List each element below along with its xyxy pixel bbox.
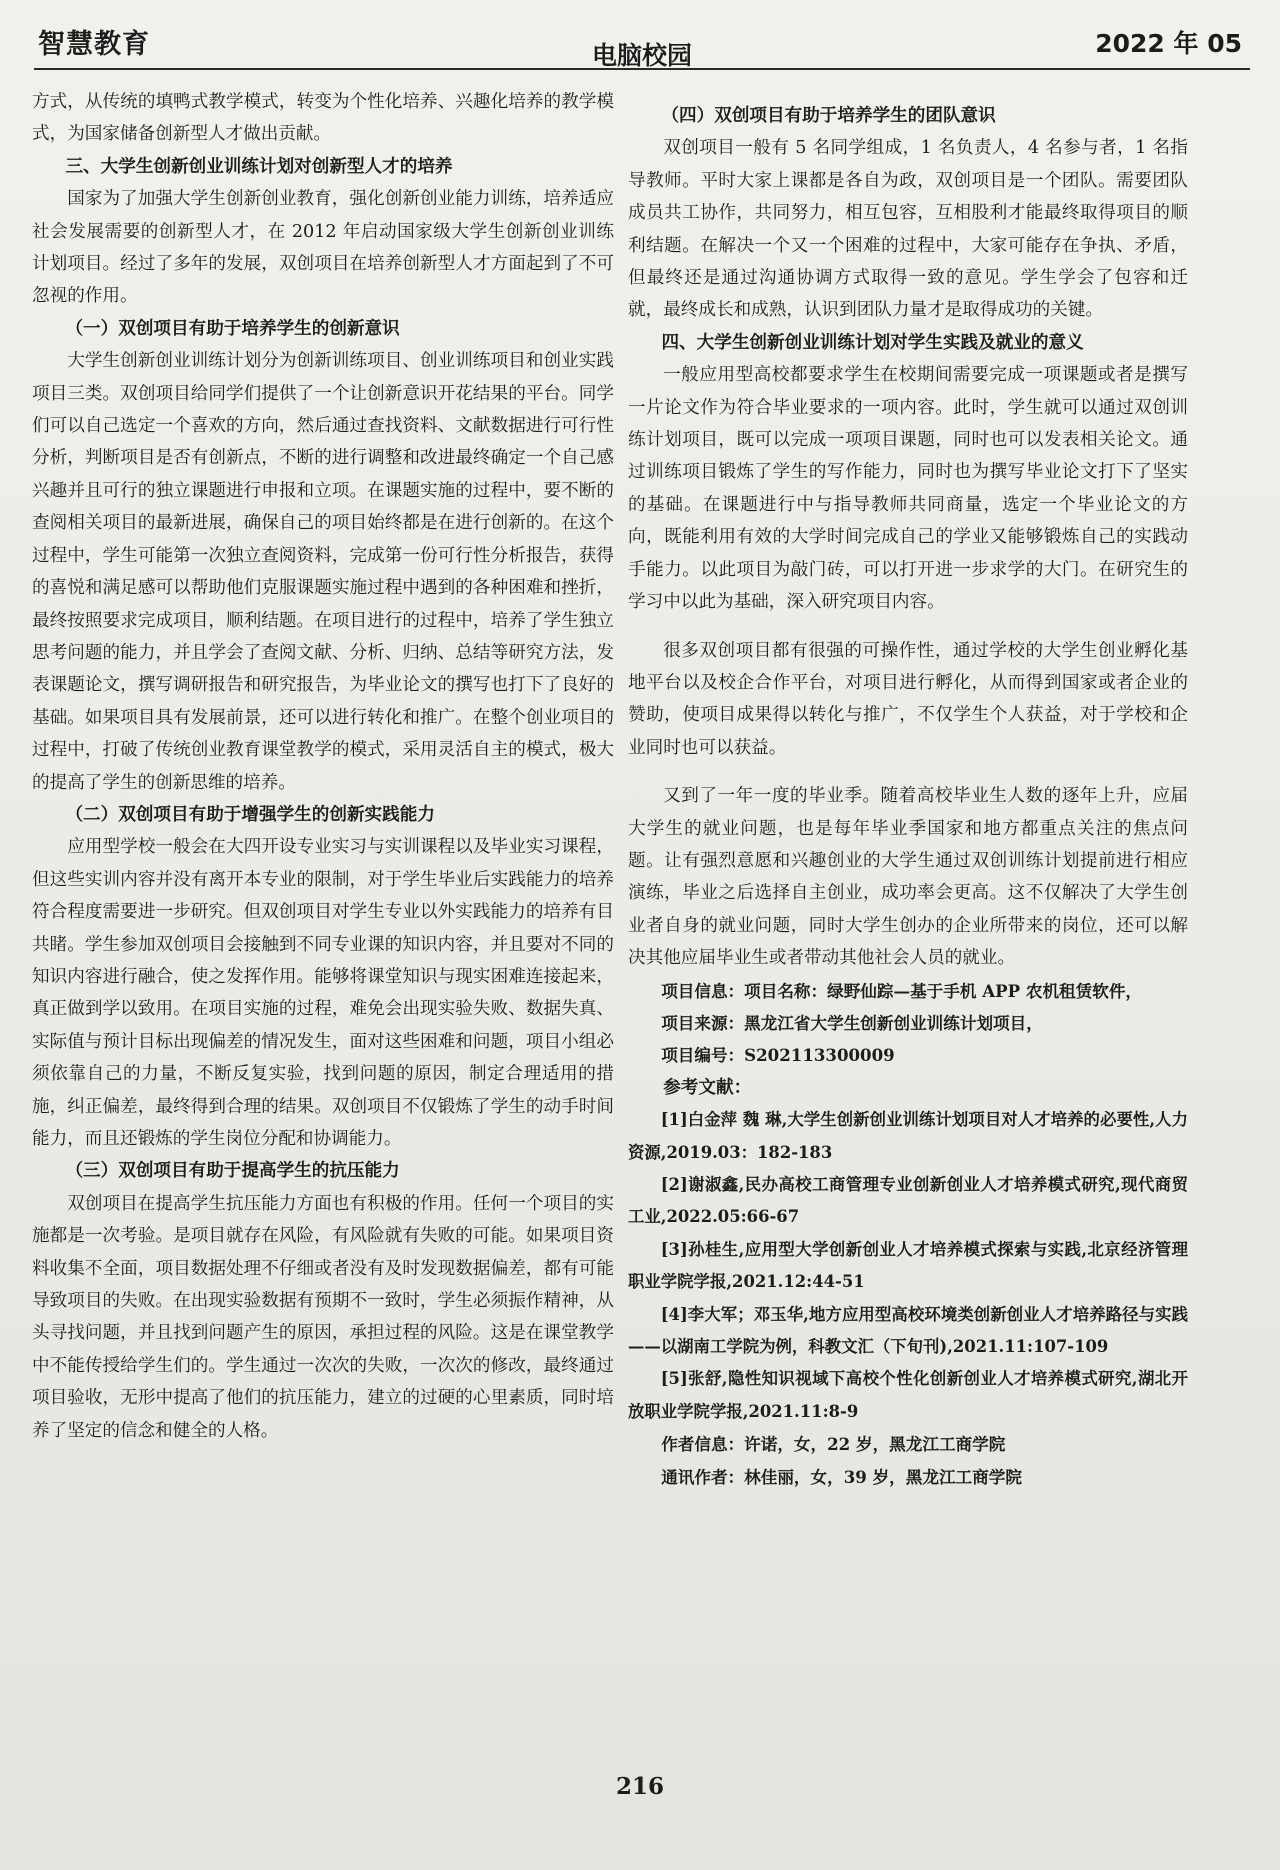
- reference-item: [2]谢淑鑫,民办高校工商管理专业创新创业人才培养模式研究,现代商贸工业,2022.05:66-67: [628, 1175, 1188, 1227]
- author-info: [628, 1428, 1188, 1493]
- right-column: [628, 100, 1188, 1493]
- reference-item: [1]白金萍 魏 琳,大学生创新创业训练计划项目对人才培养的必要性,人力资源,2019.03：182-183: [628, 1110, 1188, 1162]
- author: 作者信息：许诺，女，22 岁，黑龙江工商学院: [661, 1434, 1006, 1455]
- paragraph: 很多双创项目都有很强的可操作性，通过学校的大学生创业孵化基地平台以及校企合作平台，对项目进行孵化，从而得到国家或者企业的赞助，使项目成果得以转化与推广，不仅学生个人获益，对于学校和企业同时也可以获益。: [628, 640, 1188, 758]
- subsection-heading-3: （三）双创项目有助于提高学生的抗压能力: [65, 1160, 400, 1182]
- project-source: 项目来源：黑龙江省大学生创新创业训练计划项目，: [661, 1012, 1043, 1033]
- subsection-heading-2: （二）双创项目有助于增强学生的创新实践能力: [65, 803, 435, 825]
- paragraph-continued: 方式，从传统的填鸭式教学模式，转变为个性化培养、兴趣化培养的教学模式，为国家储备创新型人才做出贡献。: [32, 92, 614, 145]
- reference-item: [3]孙桂生,应用型大学创新创业人才培养模式探索与实践,北京经济管理职业学院学报,2021.12:44-51: [628, 1239, 1188, 1292]
- project-info: [628, 975, 1188, 1072]
- reference-item: [5]张舒,隐性知识视域下高校个性化创新创业人才培养模式研究,湖北开放职业学院学报,2021.11:8-9: [628, 1369, 1188, 1421]
- section-heading-4: 四、大学生创新创业训练计划对学生实践及就业的意义: [661, 331, 1084, 353]
- corresponding-author: 通讯作者：林佳丽，女，39 岁，黑龙江工商学院: [661, 1466, 1022, 1487]
- section-heading-3: 三、大学生创新创业训练计划对创新型人才的培养: [65, 155, 453, 177]
- page-header: [34, 18, 1250, 70]
- paragraph: 又到了一年一度的毕业季。随着高校毕业生人数的逐年上升，应届大学生的就业问题，也是每年毕业季国家和地方都重点关注的焦点问题。让有强烈意愿和兴趣创业的大学生通过双创训练计划提前进行相应演练，毕业之后选择自主创业，成功率会更高。这不仅解决了大学生创业者自身的就业问题，同时大学生创办的企业所带来的岗位，还可以解决其他应届毕业生或者带动其他社会人员的就业。: [628, 786, 1188, 969]
- reference-item: [4]李大军；邓玉华,地方应用型高校环境类创新创业人才培养路径与实践——以湖南工学院为例，科教文汇（下旬刊),2021.11:107-109: [628, 1304, 1188, 1357]
- project-code: 项目编号：S202113300009: [661, 1045, 895, 1066]
- paragraph: 一般应用型高校都要求学生在校期间需要完成一项课题或者是撰写一片论文作为符合毕业要求的一项内容。此时，学生就可以通过双创训练计划项目，既可以完成一项项目课题，同时也可以发表相关论文。通过训练项目锻炼了学生的写作能力，同时也为撰写毕业论文打下了坚实的基础。在课题进行中与指导教师共同商量，选定一个毕业论文的方向，既能利用有效的大学时间完成自己的学业又能够锻炼自己的实践动手能力。以此项目为敲门砖，可以打开进一步求学的大门。在研究生的学习中以此为基础，深入研究项目内容。: [628, 365, 1188, 613]
- paragraph: 大学生创新创业训练计划分为创新训练项目、创业训练项目和创业实践项目三类。双创项目给同学们提供了一个让创新意识开花结果的平台。同学们可以自己选定一个喜欢的方向，然后通过查找资料、文献数据进行可行性分析，判断项目是否有创新点，不断的进行调整和改进最终确定一个自己感兴趣并且可行的独立课题进行申报和立项。在课题实施的过程中，要不断的查阅相关项目的最新进展，确保自己的项目始终都是在进行创新的。在这个过程中，学生可能第一次独立查阅资料，完成第一份可行性分析报告，获得的喜悦和满足感可以帮助他们克服课题实施过程中遇到的各种困难和挫折，最终按照要求完成项目，顺利结题。在项目进行的过程中，培养了学生独立思考问题的能力，并且学会了查阅文献、分析、归纳、总结等研究方法，发表课题论文，撰写调研报告和研究报告，为毕业论文的撰写也打下了良好的基础。如果项目具有发展前景，还可以进行转化和推广。在整个创业项目的过程中，打破了传统创业教育课堂教学的模式，采用灵活自主的模式，极大的提高了学生的创新思维的培养。: [32, 351, 614, 793]
- journal-section-title: 智慧教育: [38, 29, 150, 60]
- subsection-heading-4: （四）双创项目有助于培养学生的团队意识: [661, 105, 996, 126]
- references-title: 参考文献：: [663, 1076, 752, 1098]
- paragraph: 双创项目一般有 5 名同学组成，1 名负责人，4 名参与者，1 名指导教师。平时大家上课都是各自为政，双创项目是一个团队。需要团队成员共工协作，共同努力，相互包容，互相股利才能最终取得项目的顺利结题。在解决一个又一个困难的过程中，大家可能存在争执、矛盾，但最终还是通过沟通协调方式取得一致的意见。学生学会了包容和迁就，最终成长和成熟，认识到团队力量才是取得成功的关键。: [628, 138, 1188, 321]
- project-name: 项目信息：项目名称：绿野仙踪—基于手机 APP 农机租赁软件，: [661, 980, 1143, 1001]
- subsection-heading-1: （一）双创项目有助于培养学生的创新意识: [65, 317, 400, 339]
- issue-date: 2022 年 05: [1095, 29, 1242, 58]
- paragraph: 国家为了加强大学生创新创业教育，强化创新创业能力训练，培养适应社会发展需要的创新型人才，在 2012 年启动国家级大学生创新创业训练计划项目。经过了多年的发展，双创项目在培养创新型人才方面起到了不可忽视的作用。: [32, 189, 614, 307]
- paragraph: 应用型学校一般会在大四开设专业实习与实训课程以及毕业实习课程，但这些实训内容并没有离开本专业的限制，对于学生毕业后实践能力的培养符合程度需要进一步研究。但双创项目对学生专业以外实践能力的培养有目共睹。学生参加双创项目会接触到不同专业课的知识内容，并且要对不同的知识内容进行融合，使之发挥作用。能够将课堂知识与现实困难连接起来，真正做到学以致用。在项目实施的过程，难免会出现实验失败、数据失真、实际值与预计目标出现偏差的情况发生，面对这些困难和问题，项目小组必须依靠自己的力量，不断反复实验，找到问题的原因，制定合理适用的措施，纠正偏差，最终得到合理的结果。双创项目不仅锻炼了学生的动手时间能力，而且还锻炼的学生岗位分配和协调能力。: [32, 837, 614, 1149]
- paragraph: 双创项目在提高学生抗压能力方面也有积极的作用。任何一个项目的实施都是一次考验。是项目就存在风险，有风险就有失败的可能。如果项目资料收集不全面，项目数据处理不仔细或者没有及时发现数据偏差，都有可能导致项目的失败。在出现实验数据有预期不一致时，学生必须振作精神，从头寻找问题，并且找到问题产生的原因，承担过程的风险。这是在课堂教学中不能传授给学生们的。学生通过一次次的失败，一次次的修改，最终通过项目验收，无形中提高了他们的抗压能力，建立的过硬的心里素质，同时培养了坚定的信念和健全的人格。: [32, 1193, 614, 1441]
- journal-name: 电脑校园: [591, 41, 692, 70]
- page-number: 216: [615, 1773, 664, 1800]
- left-column: [32, 86, 614, 1447]
